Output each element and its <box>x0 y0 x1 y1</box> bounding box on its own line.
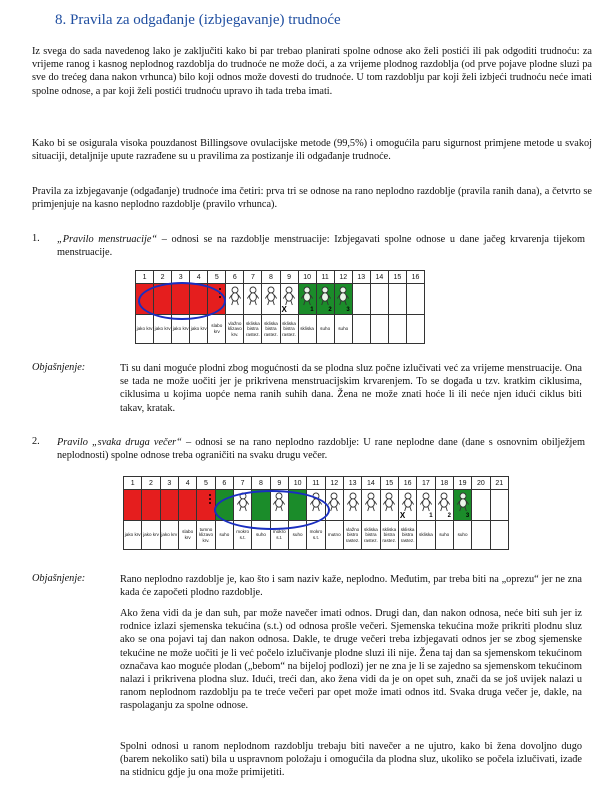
baby-icon <box>364 492 377 517</box>
day-observation: tumno klizavo krv. <box>197 521 215 550</box>
day-number: 8 <box>262 271 280 284</box>
day-cell-white <box>388 284 406 315</box>
day-observation: jako krv <box>172 315 190 344</box>
day-number: 1 <box>136 271 154 284</box>
day-cell-green <box>298 284 316 315</box>
rule1-title: „Pravilo menstruacije“ <box>57 234 158 245</box>
day-observation: jako krv <box>136 315 154 344</box>
baby-icon <box>246 286 259 311</box>
day-cell-white <box>280 284 298 315</box>
rule2-number: 2. <box>32 436 40 447</box>
post-peak-count: 2 <box>328 307 332 313</box>
day-cell-white <box>362 490 380 521</box>
day-number: 10 <box>298 271 316 284</box>
post-peak-count: 3 <box>346 307 350 313</box>
rule2-explanation-p1: Rano neplodno razdoblje je, kao što i sam naziv kaže, neplodno. Međutim, par treba biti na „oprezu“ jer ne zna kada će započeti plodno razdoblje. <box>120 574 582 599</box>
baby-icon <box>228 286 241 311</box>
day-number: 2 <box>142 477 160 490</box>
day-cell-white <box>417 490 435 521</box>
day-observation: suho <box>453 521 471 550</box>
day-number: 10 <box>288 477 306 490</box>
peak-mark: X <box>281 305 287 314</box>
day-cell-green <box>334 284 352 315</box>
post-peak-count: 1 <box>310 307 314 313</box>
day-observation: jako krv <box>190 315 208 344</box>
day-cell-red <box>124 490 142 521</box>
day-number: 3 <box>160 477 178 490</box>
day-number: 19 <box>453 477 471 490</box>
baby-icon <box>264 286 277 311</box>
day-observation <box>406 315 424 344</box>
day-number: 12 <box>325 477 343 490</box>
rule2-text <box>57 436 585 462</box>
day-number: 4 <box>178 477 196 490</box>
day-number: 21 <box>490 477 508 490</box>
rule1-explanation-label: Objašnjenje: <box>32 362 86 373</box>
day-number: 17 <box>417 477 435 490</box>
day-observation: jako krv <box>142 521 160 550</box>
day-observation: jako krv <box>124 521 142 550</box>
day-cell-red <box>197 490 215 521</box>
day-cell-white <box>226 284 244 315</box>
day-number: 6 <box>215 477 233 490</box>
day-cell-red <box>178 490 196 521</box>
day-observation: suho <box>215 521 233 550</box>
day-observation: skliska bistra rastez. <box>362 521 380 550</box>
day-observation: slabo krv <box>178 521 196 550</box>
day-cell-green <box>453 490 471 521</box>
day-number: 11 <box>316 271 334 284</box>
day-observation: suho <box>288 521 306 550</box>
day-number: 9 <box>280 271 298 284</box>
day-cell-red <box>142 490 160 521</box>
day-observation <box>352 315 370 344</box>
day-observation: suho <box>252 521 270 550</box>
day-number: 6 <box>226 271 244 284</box>
intro-paragraph: Iz svega do sada navedenog lako je zaključiti kako bi par trebao planirati spolne odnose ako želi postići ili pak odgoditi trudnoću: za vrijeme ranog i kasnog neplodnog razdoblja do trudnoće ne može doći, a za vrijeme plodnog razdoblja (od prve pojave plodne sluzi pa sve do trećeg dana nakon vrhunca) bilo koji odnos može dovesti do trudnoće. U tom razdoblju par koji želi izbjeći trudnoću neće imati spolne odnose, a par koji želi postići trudnoću upravo ih tada treba imati. <box>32 46 592 97</box>
day-number: 12 <box>334 271 352 284</box>
day-observation <box>370 315 388 344</box>
day-cell-white <box>490 490 508 521</box>
post-peak-count: 1 <box>429 513 433 519</box>
day-cell-red <box>160 490 178 521</box>
day-number: 20 <box>472 477 490 490</box>
rule2-explanation-p3: Spolni odnosi u ranom neplodnom razdoblju trebaju biti navečer a ne ujutro, kako bi žena dovoljno dugo (barem nekoliko sati) bila u uspravnom položaju i omogućila da plodna sluz, ukoliko se počela izlučivati, izađe na stidnicu gdje ju ona može primijetiti. <box>120 741 582 779</box>
day-number: 4 <box>190 271 208 284</box>
day-number: 2 <box>154 271 172 284</box>
day-cell-white <box>244 284 262 315</box>
day-number: 5 <box>197 477 215 490</box>
menstruation-oval <box>138 282 226 320</box>
day-observation: skliska bistra rastez. <box>280 315 298 344</box>
day-observation: skliska bistra rastez. <box>244 315 262 344</box>
day-number: 5 <box>208 271 226 284</box>
baby-icon <box>328 492 341 517</box>
baby-icon <box>383 492 396 517</box>
day-number: 8 <box>252 477 270 490</box>
day-observation: jako krv <box>160 521 178 550</box>
rule2-explanation-label: Objašnjenje: <box>32 573 86 584</box>
day-cell-white <box>435 490 453 521</box>
rule1-explanation: Ti su dani moguće plodni zbog mogućnosti da se plodna sluz počne izlučivati već za vrijeme menstruacije. Ona se tada ne može uočiti jer je prikrivena menstruacijskim krvarenjem. To se događa u tzv. kratkim ciklusima, ciklusima u kojima uopće nema ranih suhih dana. Žena ne može znati hoće li ili neće njen idući ciklus biti takav, kratak. <box>120 363 582 414</box>
rule2-explanation-p2: Ako žena vidi da je dan suh, par može navečer imati odnos. Drugi dan, dan nakon odnosa, neće biti suh jer iz rodnice izlazi sjemenska tekućina (s.t.) od odnosa prošle večeri. Sjemenska tekućina može prikriti plodnu sluz ako se ona pojavi taj dan nakon odnosa. Dakle, te druge večeri treba izbjegavati odnos jer se zbog sjemenske tekućine ne može uočiti je li već počelo izlučivanje plodne sluzi ili nije. Žena taj dan sa sjemenskom tekućinom označava kao moguće plodan („bebom“ na bijeloj podlozi) jer ne zna je li se zajedno sa sjemenskom tekućinom nalazi i prikrivena plodna sluz. Idući, treći dan, ako žena vidi da je on opet suh, znači da se još uvijek nalazi u ranom neplodnom razdoblju pa te treće večeri par opet može imati odnos itd. Svaka druga večer je, dakle, na raspolaganju za spolne odnose. <box>120 608 582 712</box>
day-observation: vlažno klizavo krv. <box>226 315 244 344</box>
day-number: 15 <box>388 271 406 284</box>
rule2-title: Pravilo „svaka druga večer“ <box>57 437 182 448</box>
day-observation: vlažno bistro rastez. <box>343 521 361 550</box>
day-number: 13 <box>343 477 361 490</box>
day-number: 13 <box>352 271 370 284</box>
day-observation <box>472 521 490 550</box>
day-number: 3 <box>172 271 190 284</box>
day-observation: mutno <box>325 521 343 550</box>
day-cell-white <box>352 284 370 315</box>
day-observation: skliska <box>417 521 435 550</box>
rule1-text <box>57 233 585 259</box>
day-number: 16 <box>398 477 416 490</box>
rule1-body: – odnosi se na razdoblje menstruacije: Izbjegavati spolne odnose u dane jačeg krvarenja tijekom menstruacije. <box>57 234 585 259</box>
day-observation: mokro s.t. <box>307 521 325 550</box>
rule1-number: 1. <box>32 233 40 244</box>
day-observation: suho <box>334 315 352 344</box>
day-number: 1 <box>124 477 142 490</box>
reliability-paragraph: Kako bi se osigurala visoka pouzdanost Billingsove ovulacijske metode (99,5%) i omogućila paru sigurnost primjene metode u svakoj situaciji, detaljnije upute razrađene su u pravilima za postizanje ili odgađanje trudnoće. <box>32 138 592 163</box>
day-number: 14 <box>370 271 388 284</box>
day-number: 7 <box>233 477 251 490</box>
peak-mark: X <box>399 511 406 520</box>
day-observation: slabo krv <box>208 315 226 344</box>
rules-count-paragraph: Pravila za izbjegavanje (odgađanje) trudnoće ima četiri: prva tri se odnose na rano neplodno razdoblje (pravila ranih dana), a četvrto se primjenjuje na kasno neplodno razdoblje (pravilo vrhunca). <box>32 186 592 211</box>
day-observation: skliska bistra rastez. <box>262 315 280 344</box>
day-observation <box>490 521 508 550</box>
day-cell-white <box>370 284 388 315</box>
every-other-evening-oval <box>214 490 330 530</box>
day-observation: mokro s.t. <box>233 521 251 550</box>
baby-icon <box>346 492 359 517</box>
section-heading: 8. Pravila za odgađanje (izbjegavanje) trudnoće <box>55 12 341 28</box>
day-observation: jako krv <box>154 315 172 344</box>
day-number: 16 <box>406 271 424 284</box>
day-observation: skliska bistra rastez. <box>398 521 416 550</box>
day-cell-white <box>398 490 416 521</box>
day-number: 14 <box>362 477 380 490</box>
day-cell-white <box>343 490 361 521</box>
day-cell-green <box>316 284 334 315</box>
day-number: 9 <box>270 477 288 490</box>
day-observation: suho <box>435 521 453 550</box>
day-number: 7 <box>244 271 262 284</box>
day-number: 11 <box>307 477 325 490</box>
day-cell-white <box>262 284 280 315</box>
day-cell-white <box>406 284 424 315</box>
day-cell-white <box>472 490 490 521</box>
day-observation: skliska <box>298 315 316 344</box>
spotting-dots <box>209 492 212 506</box>
day-cell-white <box>380 490 398 521</box>
day-observation: skliska bistra rastez. <box>380 521 398 550</box>
rule2-body: – odnosi se na rano neplodno razdoblje: U rane neplodne dane (dane s osnovnim obilježjem neplodnosti) spolne odnose treba ograničiti na svaku drugu večer. <box>57 437 585 462</box>
day-number: 15 <box>380 477 398 490</box>
post-peak-count: 2 <box>447 513 451 519</box>
post-peak-count: 3 <box>465 513 470 519</box>
day-observation <box>388 315 406 344</box>
day-observation: mokro s.t. <box>270 521 288 550</box>
day-observation: suho <box>316 315 334 344</box>
day-number: 18 <box>435 477 453 490</box>
